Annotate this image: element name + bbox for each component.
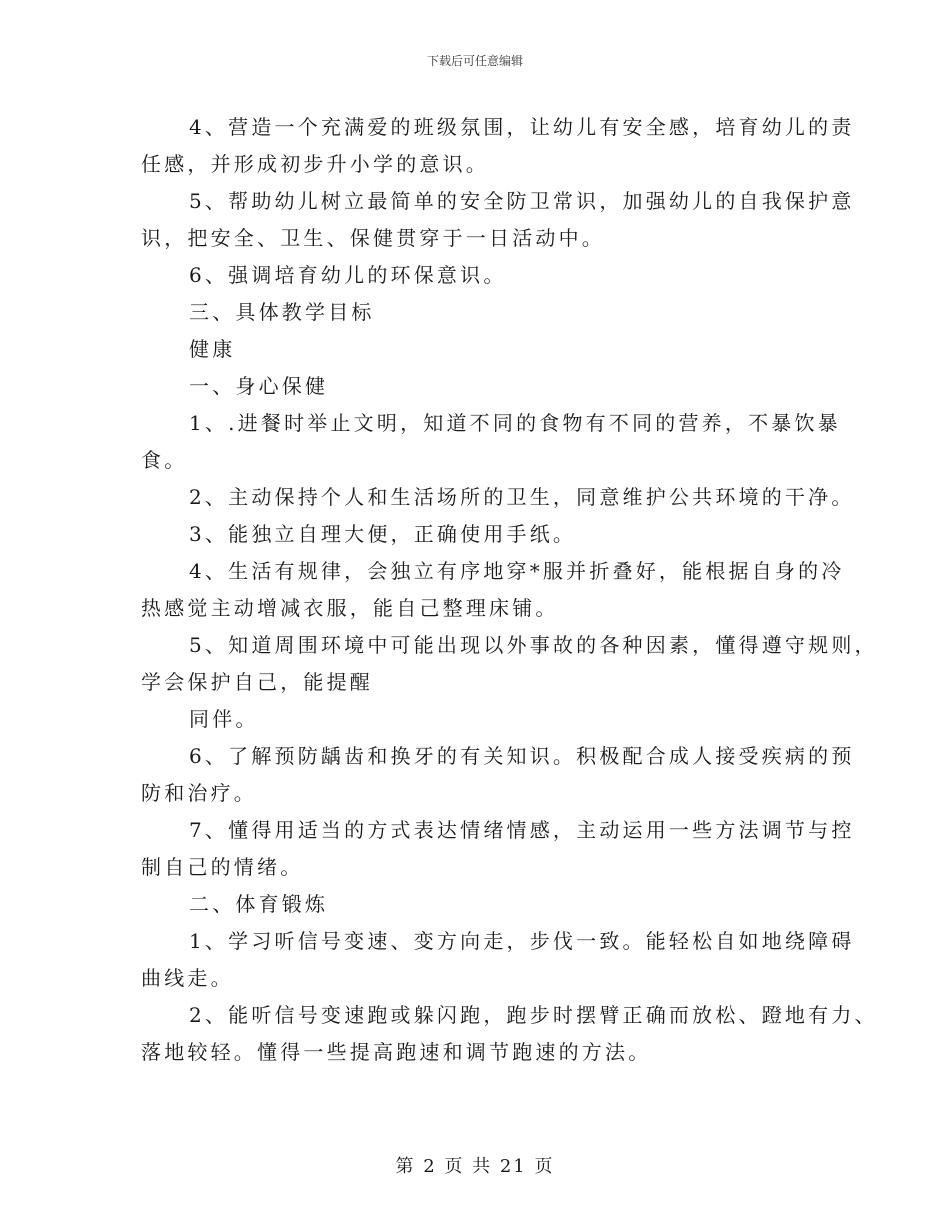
paragraph-line: 任感，并形成初步升小学的意识。	[141, 152, 489, 176]
document-body	[141, 109, 878, 1071]
paragraph-line: 1、.进餐时举止文明，知道不同的食物有不同的营养，不暴饮暴	[189, 411, 841, 435]
paragraph-line: 二、体育锻炼	[189, 892, 329, 916]
paragraph-line: 制自己的情绪。	[141, 855, 304, 879]
paragraph	[141, 479, 855, 516]
section-heading	[141, 886, 813, 923]
paragraph-line: 4、生活有规律，会独立有序地穿*服并折叠好，能根据自身的冷	[189, 559, 845, 583]
paragraph-line: 食。	[141, 448, 188, 472]
paragraph-line: 7、懂得用适当的方式表达情绪情感，主动运用一些方法调节与控	[189, 818, 855, 842]
paragraph-line: 热感觉主动增减衣服，能自己整理床铺。	[141, 596, 559, 620]
paragraph-line: 6、了解预防龋齿和换牙的有关知识。积极配合成人接受疾病的预	[189, 744, 855, 768]
section-heading	[141, 368, 813, 405]
paragraph	[141, 701, 813, 738]
paragraph-line: 学会保护自己，能提醒	[141, 670, 373, 694]
paragraph-line: 三、具体教学目标	[189, 300, 375, 324]
paragraph-line: 6、强调培育幼儿的环保意识。	[189, 263, 507, 287]
paragraph-line: 同伴。	[189, 707, 259, 731]
page-header-note: 下载后可任意编辑	[426, 54, 523, 68]
paragraph	[141, 923, 855, 997]
paragraph-line: 2、能听信号变速跑或躲闪跑，跑步时摆臂正确而放松、蹬地有力、	[189, 1003, 878, 1027]
paragraph-line: 一、身心保健	[189, 374, 329, 398]
paragraph-line: 5、帮助幼儿树立最简单的安全防卫常识，加强幼儿的自我保护意	[189, 189, 855, 213]
paragraph-line: 5、知道周围环境中可能出现以外事故的各种因素，懂得遵守规则，	[189, 633, 878, 657]
paragraph	[141, 997, 878, 1071]
paragraph	[141, 812, 855, 886]
paragraph-line: 2、主动保持个人和生活场所的卫生，同意维护公共环境的干净。	[189, 485, 855, 509]
paragraph	[141, 109, 855, 183]
paragraph	[141, 738, 855, 812]
paragraph-line: 防和治疗。	[141, 781, 257, 805]
section-heading	[141, 331, 813, 368]
paragraph-line: 3、能独立自理大便，正确使用手纸。	[189, 522, 577, 546]
paragraph	[141, 516, 813, 553]
paragraph	[141, 405, 841, 479]
paragraph-line: 落地较轻。懂得一些提高跑速和调节跑速的方法。	[141, 1040, 652, 1064]
paragraph-line: 识，把安全、卫生、保健贯穿于一日活动中。	[141, 226, 605, 250]
paragraph-line: 健康	[189, 337, 236, 361]
paragraph	[141, 627, 878, 701]
paragraph	[141, 257, 813, 294]
paragraph	[141, 553, 845, 627]
paragraph	[141, 183, 855, 257]
section-heading	[141, 294, 813, 331]
paragraph-line: 1、学习听信号变速、变方向走，步伐一致。能轻松自如地绕障碍	[189, 929, 855, 953]
page-number-footer: 第 2 页 共 21 页	[395, 1156, 555, 1177]
paragraph-line: 曲线走。	[141, 966, 234, 990]
paragraph-line: 4、营造一个充满爱的班级氛围，让幼儿有安全感，培育幼儿的责	[189, 115, 855, 139]
